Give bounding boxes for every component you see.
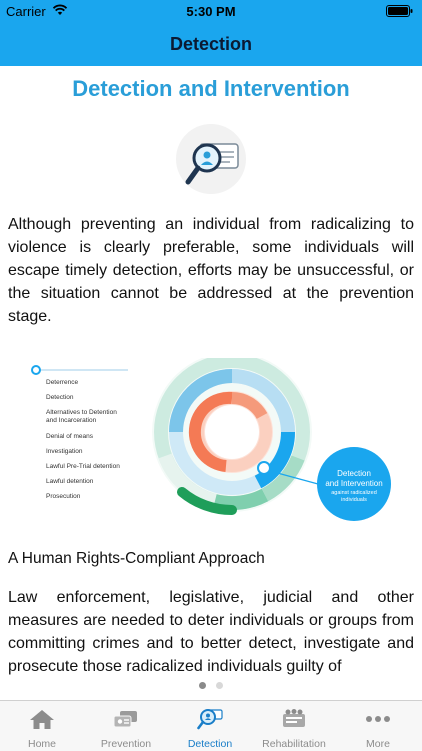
tab-prevention-label: Prevention (100, 738, 152, 750)
list-item-pretrial: Lawful Pre-Trial detention (46, 463, 120, 470)
tab-rehabilitation-label: Rehabilitation (262, 738, 326, 750)
tab-detection-label: Detection (187, 738, 233, 750)
section-subheading: A Human Rights-Compliant Approach (8, 550, 265, 567)
tab-prevention[interactable] (84, 701, 168, 751)
home-icon (28, 707, 56, 731)
tab-rehabilitation[interactable] (252, 701, 336, 751)
detection-intervention-diagram (0, 358, 422, 548)
status-bar (0, 0, 422, 22)
tab-more-label: More (366, 738, 390, 750)
battery-icon (386, 5, 414, 17)
content-scroll[interactable] (0, 66, 422, 700)
tab-more[interactable] (336, 701, 420, 751)
list-item-denial: Denial of means (46, 433, 93, 440)
page-dot-2[interactable] (216, 682, 223, 689)
navigation-bar (0, 22, 422, 66)
tab-home-label: Home (27, 738, 56, 750)
page-indicator[interactable] (0, 676, 422, 694)
status-time: 5:30 PM (186, 4, 236, 19)
nav-title: Detection (169, 34, 252, 54)
bubble-line-3: against radicalized (331, 490, 377, 496)
list-item-deterrence: Deterrence (46, 379, 79, 386)
page-dot-1[interactable] (199, 682, 206, 689)
more-icon (364, 707, 392, 731)
list-item-alternatives: Alternatives to Detention (46, 409, 117, 416)
bubble-line-4: individuals (341, 497, 367, 503)
list-item-alternatives-cont: and Incarceration (46, 417, 97, 424)
detection-icon (196, 707, 224, 731)
ring-chart (152, 358, 312, 512)
list-item-prosecution: Prosecution (46, 493, 81, 500)
page-title: Detection and Intervention (72, 76, 350, 101)
tab-bar (0, 700, 422, 751)
bubble-line-1: Detection (337, 469, 371, 478)
body-paragraph: Law enforcement, legislative, judicial and other measures are needed to deter individuals or groups from committing crimes and to better detect, investigate and prosecute those radicalized individuals guilty of (8, 589, 414, 675)
prevention-icon (112, 707, 140, 731)
list-item-lawful-detention: Lawful detention (46, 478, 94, 485)
carrier-label: Carrier (6, 4, 46, 19)
list-item-investigation: Investigation (46, 448, 83, 455)
bubble-line-2: and Intervention (325, 479, 383, 488)
list-item-detection: Detection (46, 394, 74, 401)
tab-home[interactable] (0, 701, 84, 751)
rehabilitation-icon (280, 707, 308, 731)
intro-paragraph: Although preventing an individual from radicalizing to violence is clearly preferable, some individuals will escape timely detection, efforts may be unsuccessful, or the situation cannot be addressed at the prevention stage. (8, 216, 414, 325)
tab-detection[interactable] (168, 701, 252, 751)
detection-magnifier-icon (174, 122, 248, 196)
